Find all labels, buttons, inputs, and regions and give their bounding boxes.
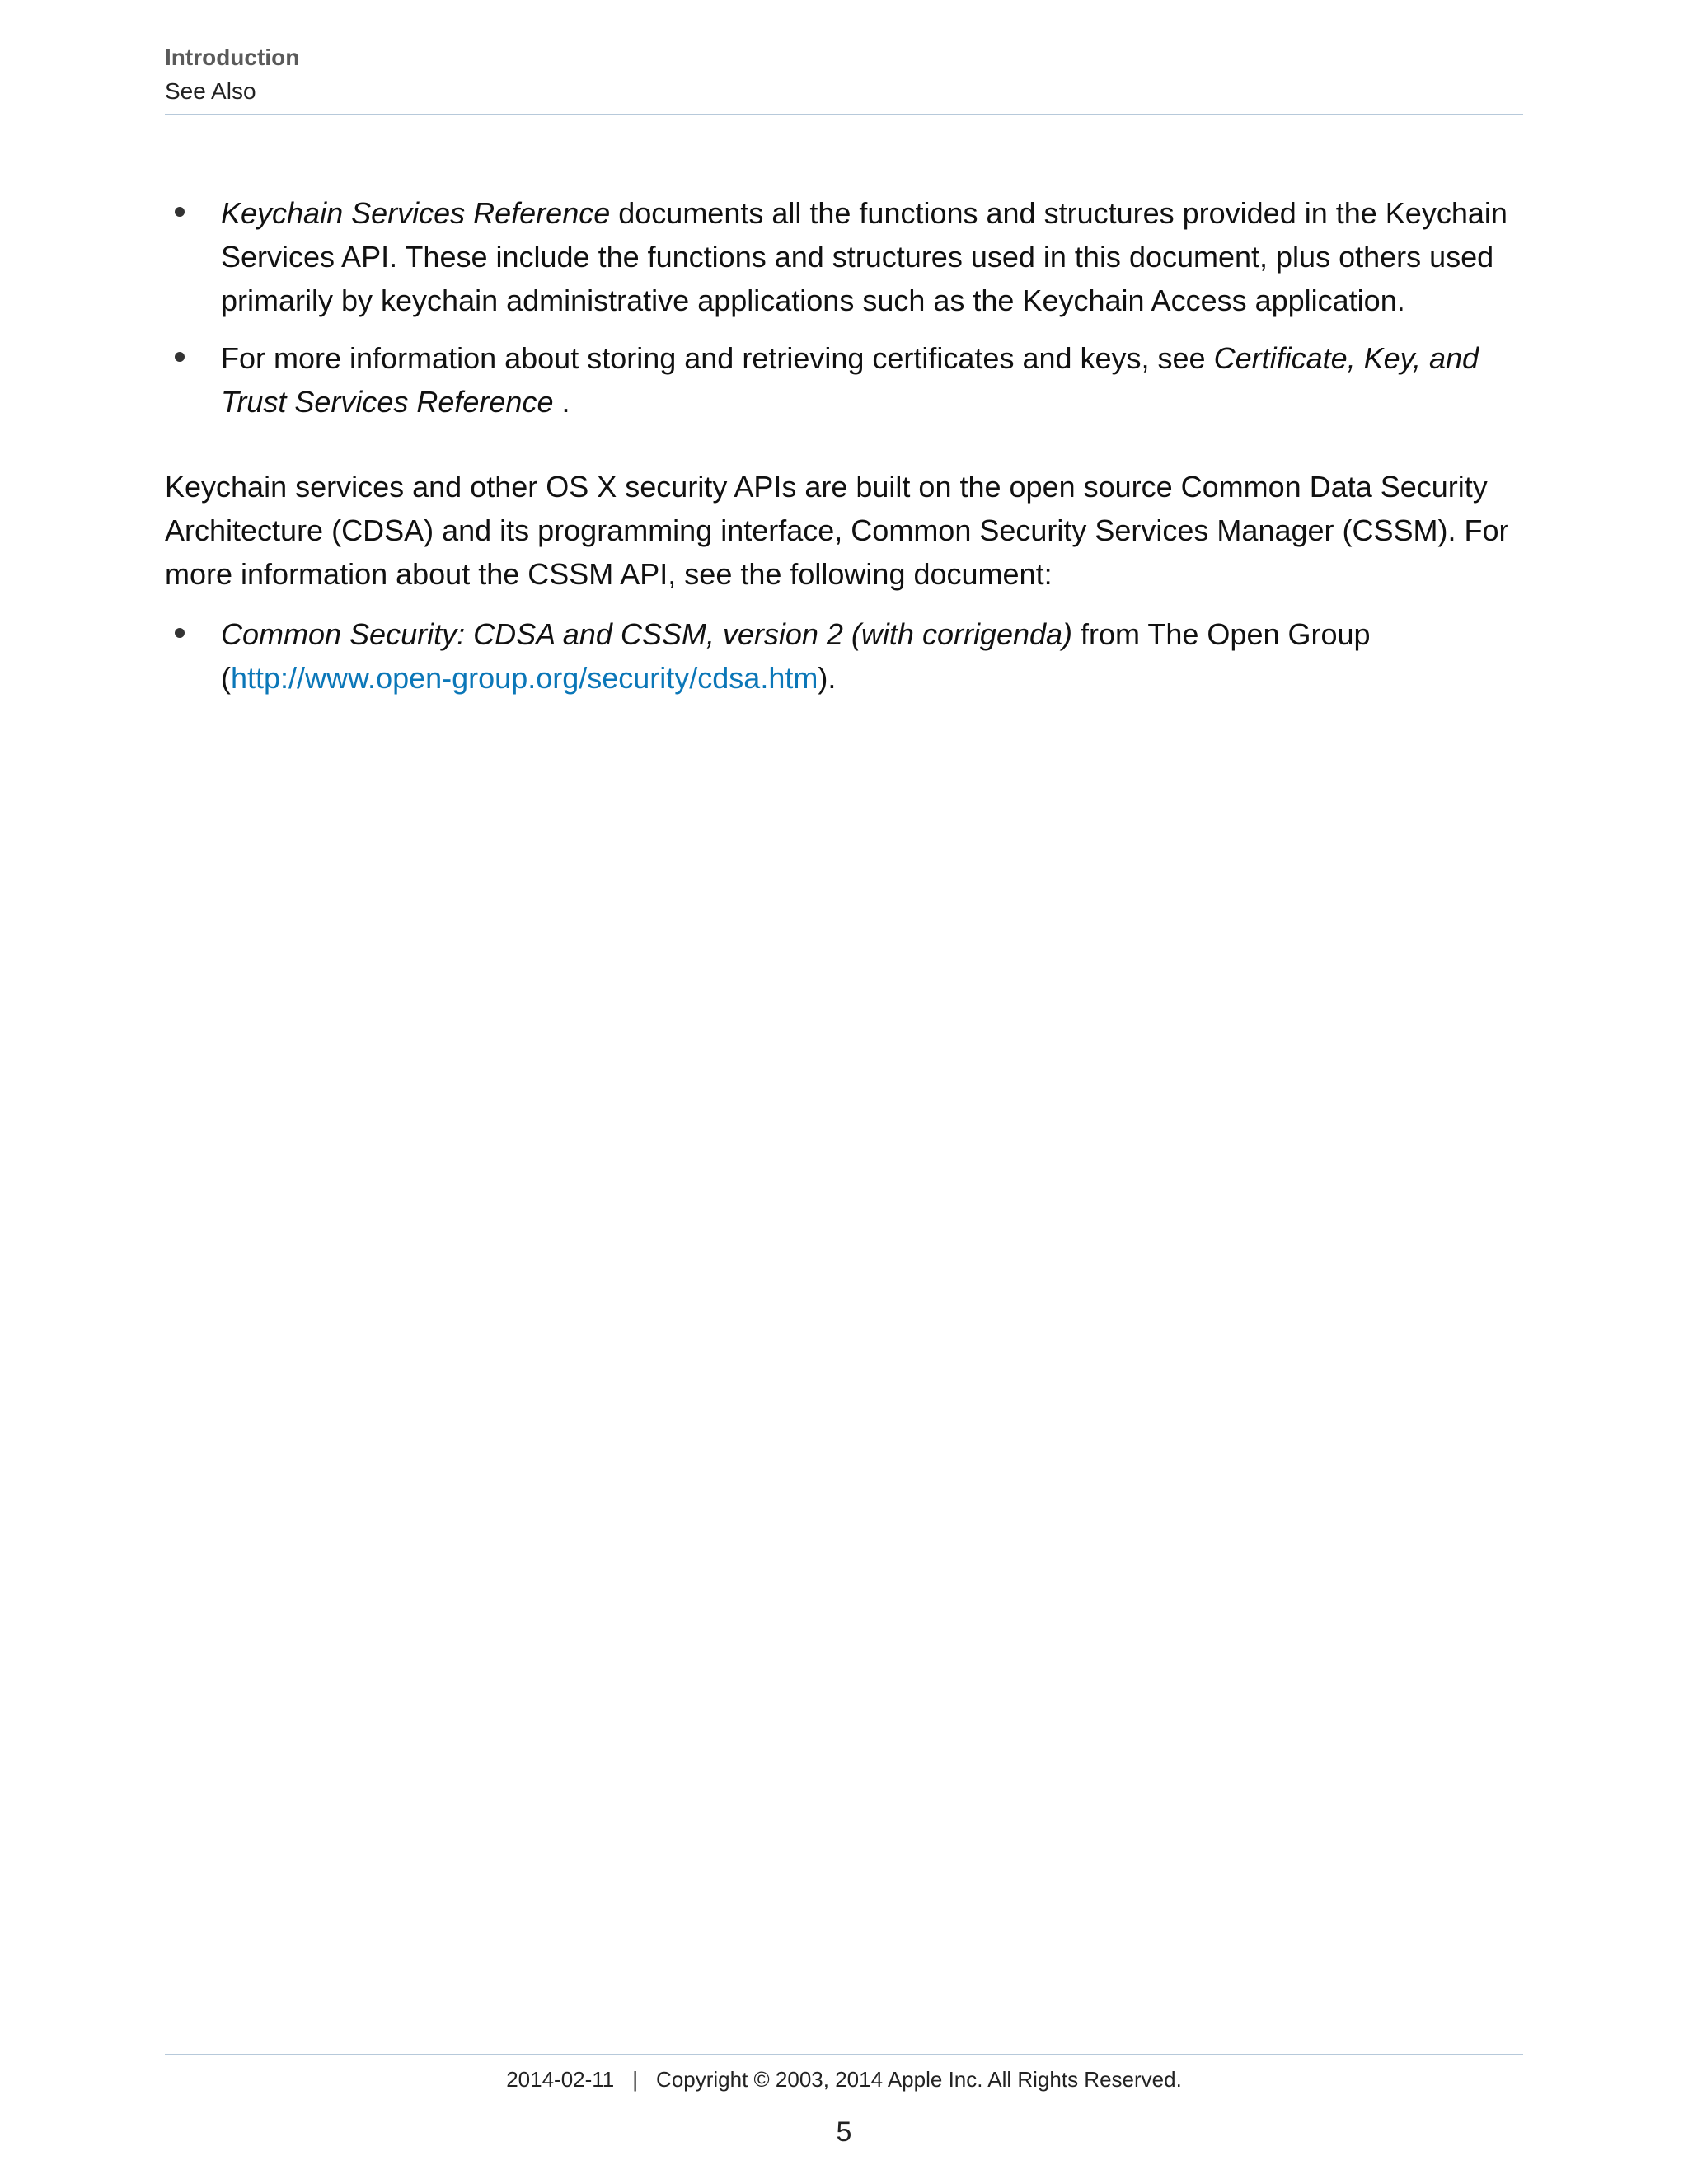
list-item <box>165 191 1523 322</box>
cdsa-link[interactable]: http://www.open-group.org/security/cdsa.htm <box>231 661 818 695</box>
page-footer <box>165 2067 1523 2093</box>
list-item <box>165 336 1523 424</box>
footer-separator: | <box>632 2067 639 2092</box>
section-title: See Also <box>165 77 256 104</box>
list-item-text: . <box>553 385 570 419</box>
cssm-reference-list <box>165 612 1523 700</box>
chapter-title: Introduction <box>165 45 300 70</box>
reference-list <box>165 191 1523 424</box>
list-item-text: documents all the functions and structures provided in the Keychain Services API. These include the functions and structures used in this document, plus others used primarily by keychain administrative applications such as the Keychain Access application. <box>221 196 1507 317</box>
list-item-text: For more information about storing and retrieving certificates and keys, see <box>221 341 1214 375</box>
running-header <box>165 41 1523 108</box>
bullet-icon <box>175 628 185 638</box>
footer-copyright: Copyright © 2003, 2014 Apple Inc. All Rights Reserved. <box>656 2067 1182 2092</box>
header-divider <box>165 114 1523 115</box>
document-title: Common Security: CDSA and CSSM, version 2 (with corrigenda) <box>221 617 1073 651</box>
list-item-text: ). <box>818 661 837 695</box>
list-item-text: from The Open Group ( <box>221 617 1371 695</box>
bullet-icon <box>175 207 185 217</box>
document-title: Keychain Services Reference <box>221 196 611 230</box>
document-title: Certificate, Key, and Trust Services Reference <box>221 341 1479 419</box>
list-item <box>165 612 1523 700</box>
footer-date: 2014-02-11 <box>506 2067 615 2092</box>
page-number: 5 <box>836 2116 852 2148</box>
main-content <box>165 191 1523 714</box>
footer-divider <box>165 2054 1523 2055</box>
bullet-icon <box>175 352 185 362</box>
body-paragraph: Keychain services and other OS X security APIs are built on the open source Common Data Security Architecture (CDSA) and its programming interface, Common Security Services Manager (CSSM). For more information about the CSSM API, see the following document: <box>165 470 1509 591</box>
